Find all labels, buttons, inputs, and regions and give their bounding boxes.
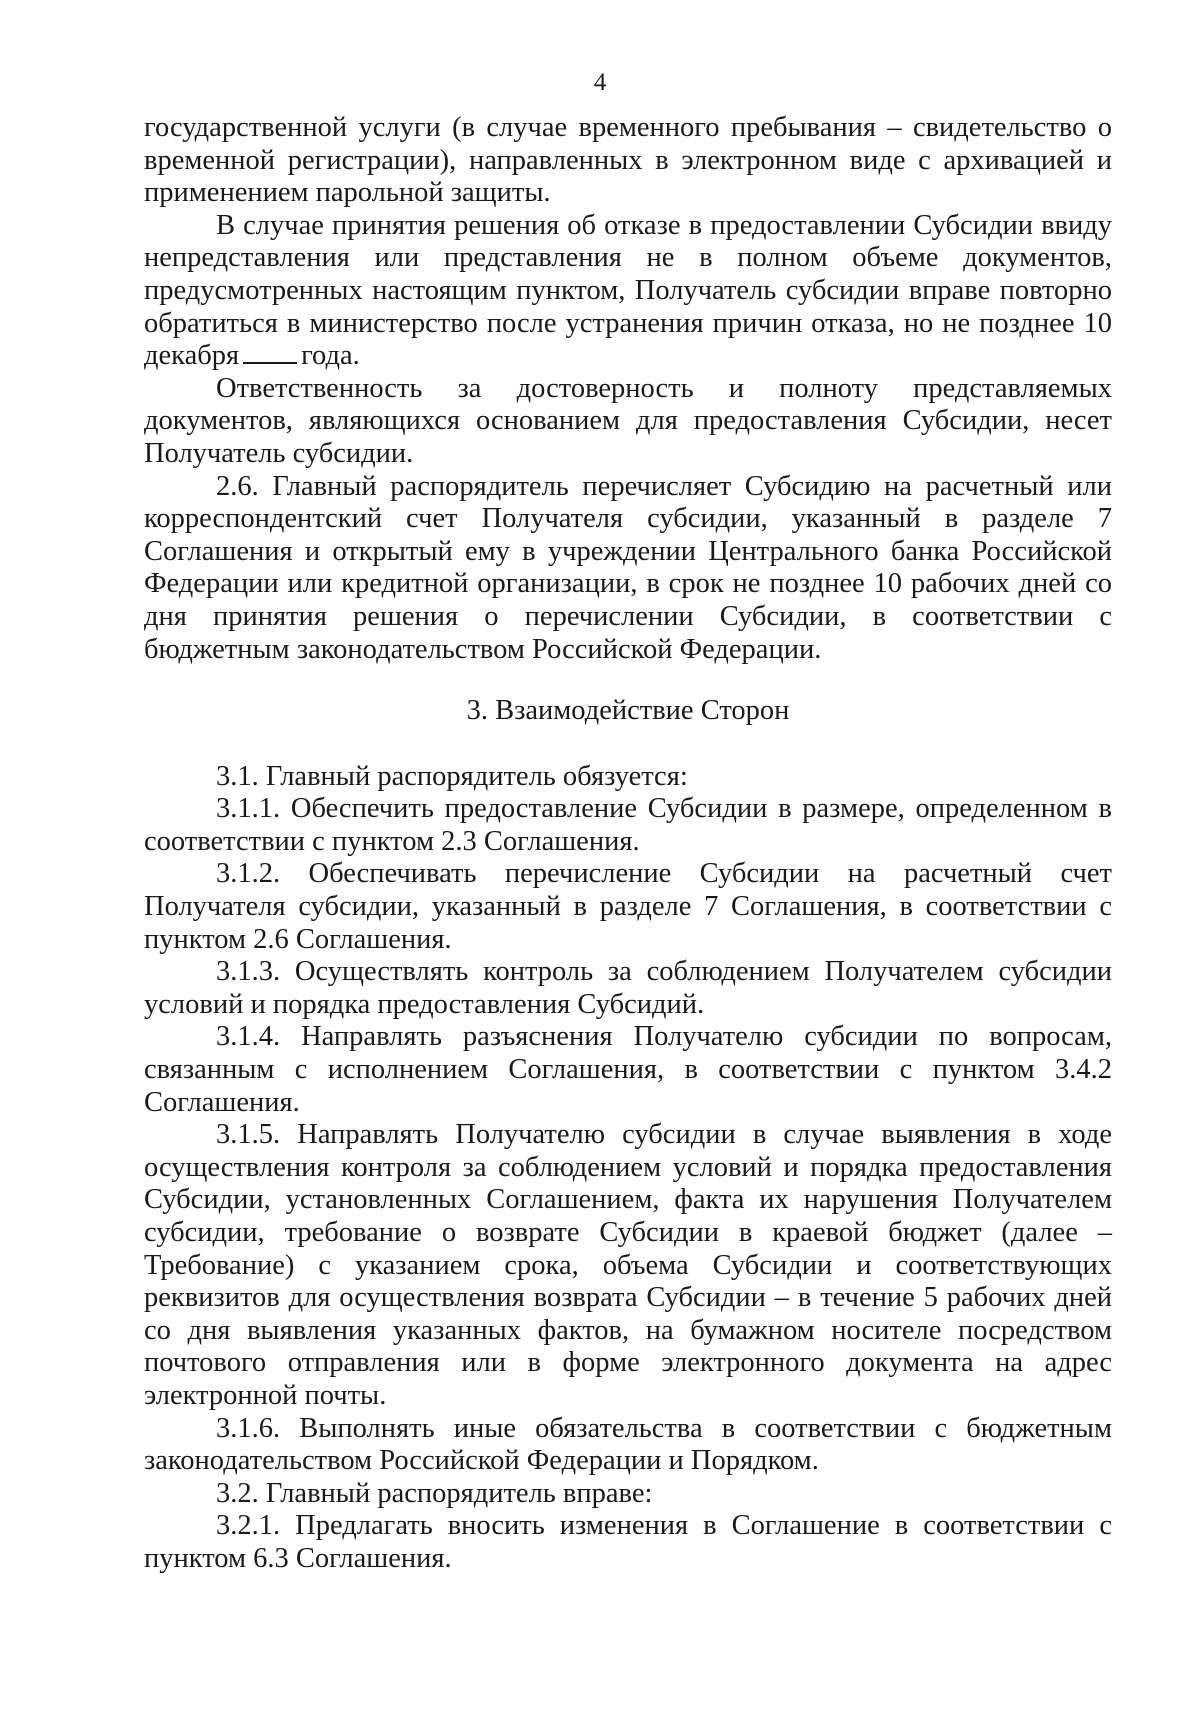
- paragraph-3-2-1: 3.2.1. Предлагать вносить изменения в Соглашение в соответствии с пунктом 6.3 Соглашения.: [144, 1510, 1112, 1574]
- section-heading: 3. Взаимодействие Сторон: [466, 695, 790, 727]
- paragraph-continuation: государственной услуги (в случае временного пребывания – свидетельство о временной регистрации), направленных в электронном виде с архивацией и применением парольной защиты.: [144, 112, 1112, 209]
- paragraph-3-1-2: 3.1.2. Обеспечивать перечисление Субсидии на расчетный счет Получателя субсидии, указанный в разделе 7 Соглашения, в соответствии с пунктом 2.6 Соглашения.: [144, 858, 1112, 955]
- paragraph-3-1-1: 3.1.1. Обеспечить предоставление Субсидии в размере, определенном в соответствии с пунктом 2.3 Соглашения.: [144, 793, 1112, 857]
- page-number: 4: [593, 69, 607, 96]
- paragraph-3-1-5: 3.1.5. Направлять Получателю субсидии в случае выявления в ходе осуществления контроля за соблюдением условий и порядка предоставления Субсидии, установленных Соглашением, факта их нарушения Получателем субсидии, требование о возврате Субсидии в краевой бюджет (далее – Требование) с указанием срока, объема Субсидии и соответствующих реквизитов для осуществления возврата Субсидии – в течение 5 рабочих дней со дня выявления указанных фактов, на бумажном носителе посредством почтового отправления или в форме электронного документа на адрес электронной почты.: [144, 1119, 1112, 1411]
- paragraph-3-1-6: 3.1.6. Выполнять иные обязательства в соответствии с бюджетным законодательством Российской Федерации и Порядком.: [144, 1412, 1112, 1477]
- paragraph-3-1-4: 3.1.4. Направлять разъяснения Получателю субсидии по вопросам, связанным с исполнением Соглашения, в соответствии с пунктом 3.4.2 Соглашения.: [144, 1021, 1112, 1118]
- document-body: [144, 112, 1112, 1576]
- paragraph-2-6: 2.6. Главный распорядитель перечисляет Субсидию на расчетный или корреспондентский счет Получателя субсидии, указанный в разделе 7 Соглашения и открытый ему в учреждении Центрального банка Российской Федерации или кредитной организации, в срок не позднее 10 рабочих дней со дня принятия решения о перечислении Субсидии, в соответствии с бюджетным законодательством Российской Федерации.: [144, 470, 1112, 665]
- year-blank-line: [243, 340, 297, 364]
- paragraph-3-1: 3.1. Главный распорядитель обязуется:: [216, 760, 688, 792]
- paragraph-refusal-text: В случае принятия решения об отказе в предоставлении Субсидии ввиду непредставления или представления не в полном объеме документов, предусмотренных настоящим пунктом, Получатель субсидии вправе повторно обратиться в министерство после устранения причин отказа, но не позднее 10 декабря: [144, 209, 1112, 372]
- paragraph-3-1-3: 3.1.3. Осуществлять контроль за соблюдением Получателем субсидии условий и порядка предоставления Субсидий.: [144, 956, 1112, 1020]
- paragraph-responsibility: Ответственность за достоверность и полноту представляемых документов, являющихся основанием для предоставления Субсидии, несет Получатель субсидии.: [144, 372, 1112, 469]
- paragraph-3-2: 3.2. Главный распорядитель вправе:: [216, 1477, 653, 1509]
- paragraph-refusal-case: [144, 210, 1112, 373]
- paragraph-refusal-tail: года.: [301, 340, 360, 372]
